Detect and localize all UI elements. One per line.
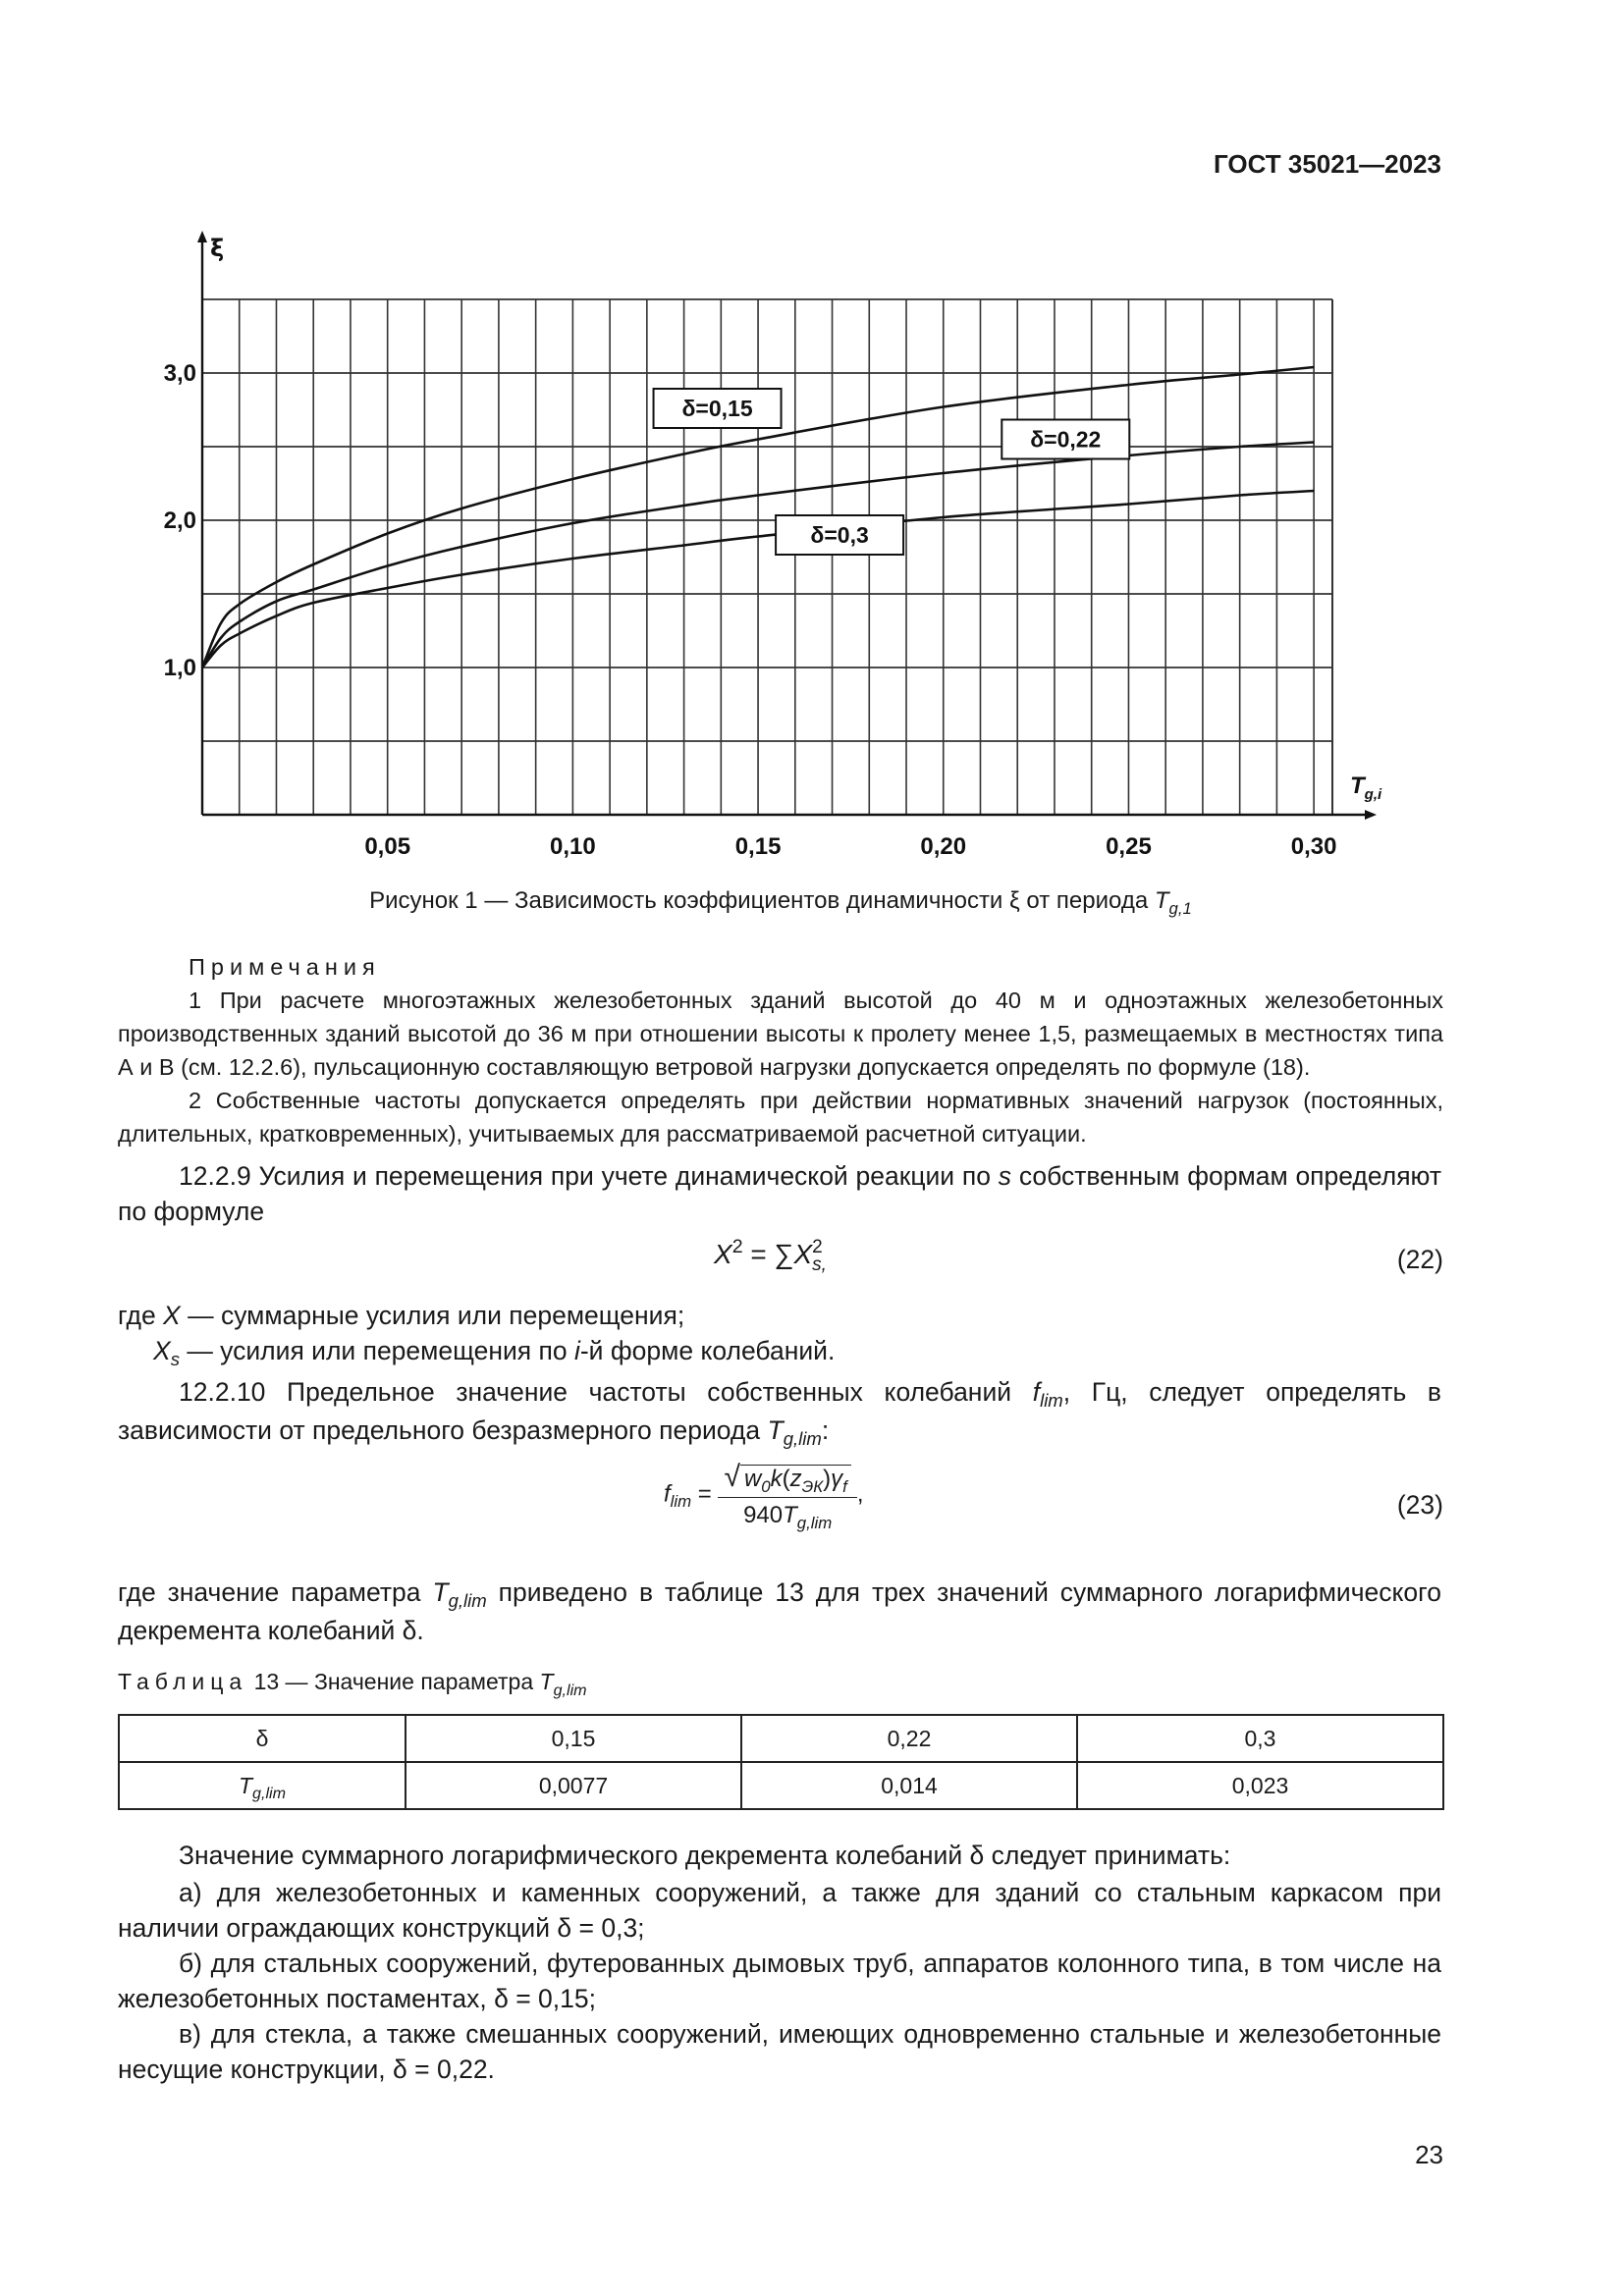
curve-label: δ=0,15: [681, 396, 753, 421]
table-13-title: Таблица 13 — Значение параметра $T_{g,lim}$: [118, 1669, 587, 1699]
table-13: [118, 1714, 1444, 1810]
document-id: ГОСТ 35021—2023: [1214, 149, 1441, 179]
note-2: 2 Собственные частоты допускается определять при действии нормативных значений нагрузок (постоянных, длительных, кратковременных), учитываемых для рассматриваемой расчетной ситуации.: [118, 1088, 1443, 1147]
table-header-cell: 0,15: [406, 1715, 741, 1762]
delta-intro: Значение суммарного логарифмического декремента колебаний δ следует принимать:: [179, 1841, 1231, 1870]
y-axis-arrow: [197, 231, 207, 242]
x-tick-label: 0,25: [1106, 833, 1152, 860]
x-axis-arrow: [1365, 810, 1377, 820]
figure-caption: Рисунок 1 — Зависимость коэффициентов динамичности ξ от периода $T_{g,1}$: [369, 887, 1192, 918]
formula-22: $X^2 = \sum X$ 2 s,: [714, 1236, 827, 1275]
x-tick-label: 0,20: [920, 833, 967, 860]
y-tick-label: 2,0: [163, 507, 196, 534]
table-row-label: $T_{g,lim}$: [119, 1762, 406, 1809]
paragraph-12-2-9: 12.2.9 Усилия и перемещения при учете динамической реакции по s собственным формам определяют по формуле: [118, 1161, 1441, 1226]
page-number: 23: [1415, 2140, 1443, 2169]
table-header-row: [119, 1715, 1443, 1762]
x-tick-label: 0,05: [364, 833, 411, 860]
table-cell: 0,023: [1077, 1762, 1443, 1809]
formula-23: $f_{lim}$ = $\frac{√ w_0k(z_{ЭК})\gamma_f}{940T_{g,lim}}$ ,: [664, 1461, 864, 1532]
curve-label: δ=0,22: [1030, 426, 1102, 453]
table-header-cell: 0,3: [1077, 1715, 1443, 1762]
y-axis-label: ξ: [210, 235, 225, 262]
paragraph-after-23: где значение параметра $T_{g,lim}$ приведено в таблице 13 для трех значений суммарного логарифмического декремента колебаний δ.: [118, 1577, 1441, 1645]
x-tick-label: 0,10: [550, 833, 596, 860]
y-tick-label: 3,0: [163, 360, 196, 387]
table-cell: 0,0077: [406, 1762, 741, 1809]
where-22-line-1: где X — суммарные усилия или перемещения;: [118, 1301, 685, 1330]
dynamic-coefficient-chart: [163, 226, 1404, 864]
notes-title: Примечания: [189, 954, 381, 980]
paragraph-12-2-10: 12.2.10 Предельное значение частоты собственных колебаний $f_{lim}$, Гц, следует определять в зависимости от предельного безразмерного периода $T_{g,lim}$:: [118, 1377, 1441, 1450]
chart-tick-labels: [164, 360, 1337, 860]
curve-label: δ=0,3: [810, 522, 869, 548]
delta-item-a: а) для железобетонных и каменных сооружений, а также для зданий со стальным каркасом при наличии ограждающих конструкций δ = 0,3;: [118, 1878, 1441, 1943]
y-tick-label: 1,0: [163, 655, 196, 681]
x-axis-label: $T_{g,i}$: [1350, 773, 1382, 803]
delta-item-c: в) для стекла, а также смешанных сооружений, имеющих одновременно стальные и железобетонные несущие конструкции, δ = 0,22.: [118, 2019, 1441, 2084]
table-row: [119, 1762, 1443, 1809]
x-tick-label: 0,15: [734, 833, 782, 860]
delta-item-b: б) для стальных сооружений, футерованных дымовых труб, аппаратов колонного типа, в том числе на железобетонных постаментах, δ = 0,15;: [118, 1949, 1441, 2013]
table-header-cell: 0,22: [741, 1715, 1077, 1762]
where-22-line-2: $X_s$ — усилия или перемещения по i-й форме колебаний.: [153, 1336, 836, 1370]
chart-curve-labels: [654, 389, 1130, 555]
formula-22-number: (22): [1396, 1245, 1443, 1274]
formula-23-number: (23): [1396, 1490, 1443, 1520]
table-header-cell: δ: [119, 1715, 406, 1762]
x-tick-label: 0,30: [1290, 833, 1337, 860]
formula-23-fraction: $\frac{√ w_0k(z_{ЭК})\gamma_f}{940T_{g,lim}}$: [718, 1461, 856, 1529]
chart-grid: [202, 299, 1332, 815]
note-1: 1 При расчете многоэтажных железобетонных зданий высотой до 40 м и одноэтажных железобетонных производственных зданий высотой до 36 м при отношении высоты к пролету менее 1,5, размещаемых в местностях типа А и В (см. 12.2.6), пульсационную составляющую ветровой нагрузки допускается определять по формуле (18).: [118, 988, 1443, 1080]
table-cell: 0,014: [741, 1762, 1077, 1809]
